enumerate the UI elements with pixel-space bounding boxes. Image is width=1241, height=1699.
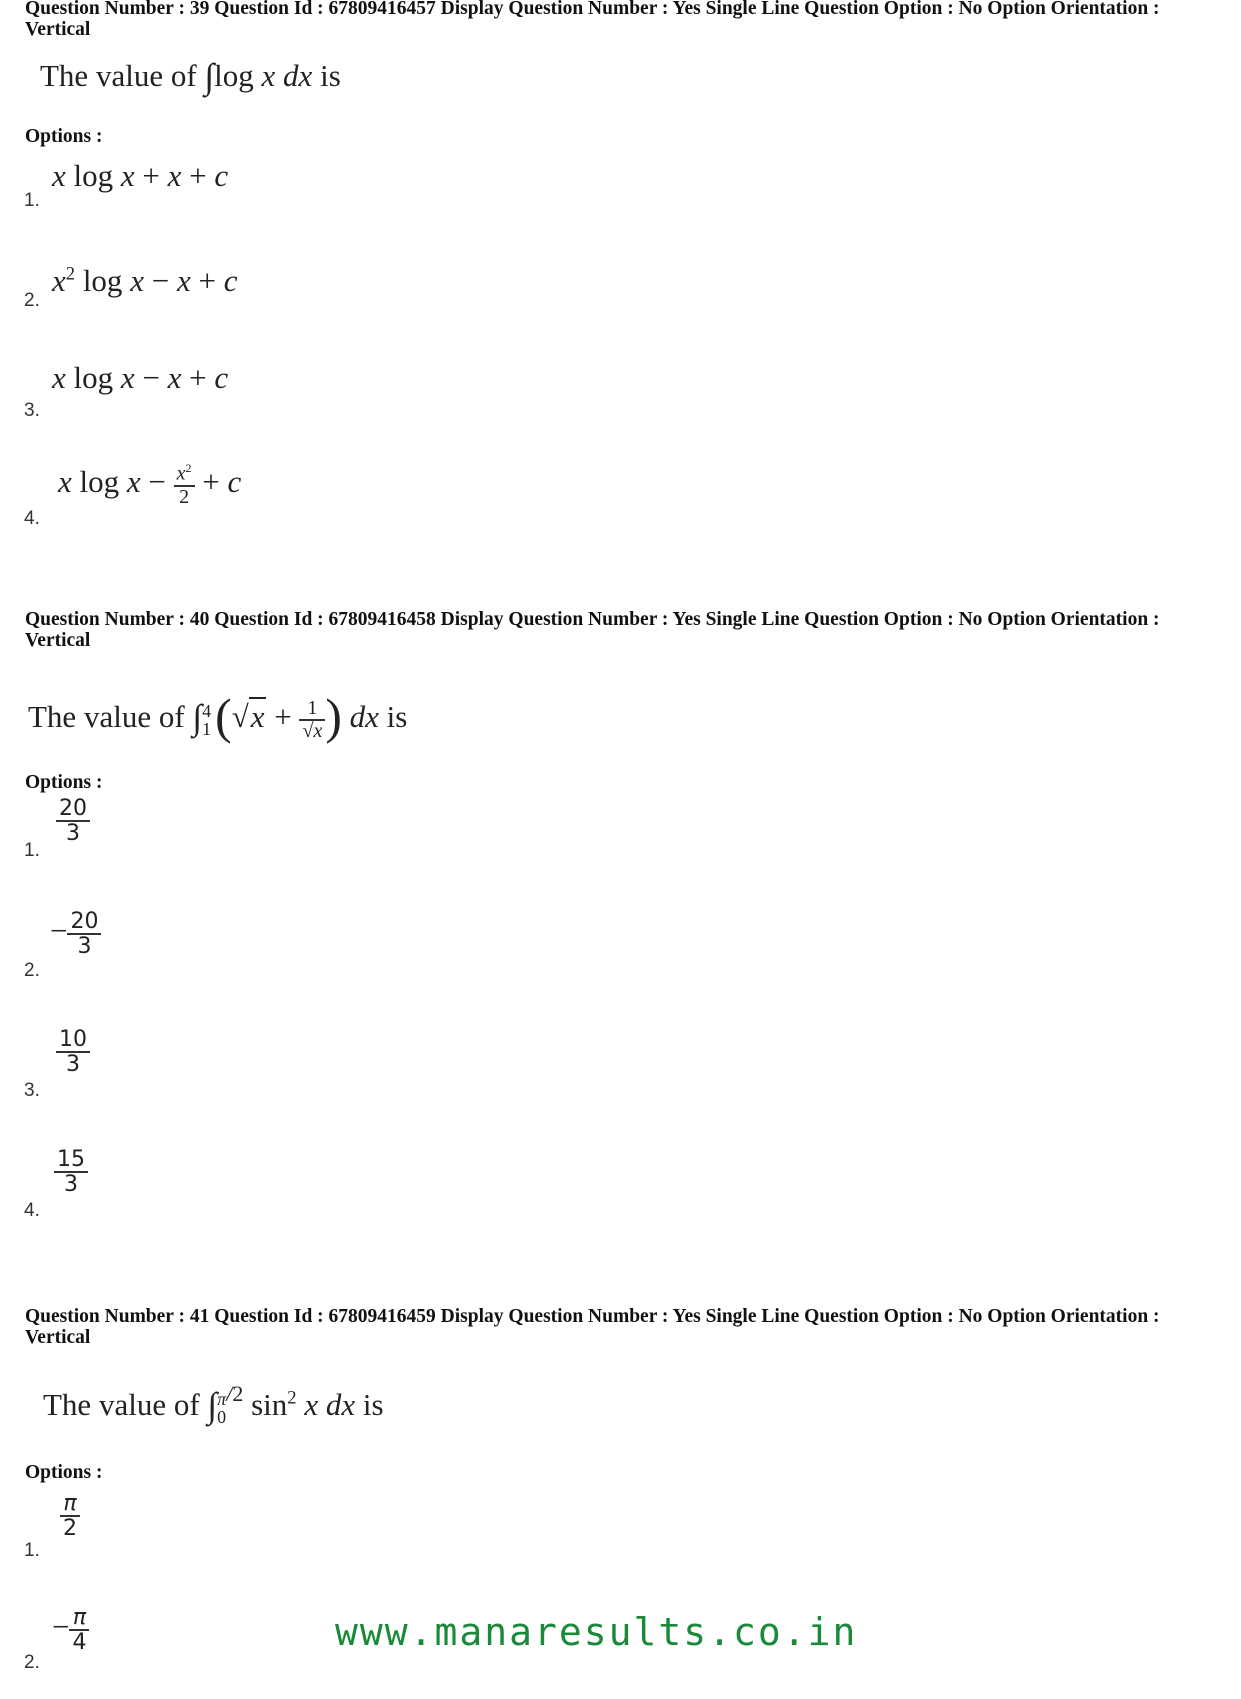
option-1-expression[interactable]: $\frac{\pi}{2}$ xyxy=(60,1492,80,1540)
options-label: Options : xyxy=(25,1462,103,1483)
option-1-expression[interactable]: x log x + x + c xyxy=(52,158,229,193)
question-text: The value of ∫ 4 1 (√x + $\frac{1}{√x}$ ) dx is xyxy=(28,689,408,744)
question-text: The value of ∫log x dx is xyxy=(40,56,341,96)
option-number: 2. xyxy=(24,1652,40,1673)
option-2-expression[interactable]: − $\frac{\pi}{4}$ xyxy=(52,1606,89,1654)
options-label: Options : xyxy=(25,126,103,147)
option-number: 1. xyxy=(24,190,40,211)
option-number: 2. xyxy=(24,290,40,311)
question-meta: Question Number : 40 Question Id : 67809416458 Display Question Number : Yes Single Line Question Option : No Option Orientation : Vertical xyxy=(25,609,1160,651)
options-label: Options : xyxy=(25,772,103,793)
option-4-expression[interactable]: x log x − $\frac{x^2}{2}$ + c xyxy=(58,461,242,508)
fraction: $\frac{x^2}{2}$ xyxy=(174,462,195,508)
option-number: 2. xyxy=(24,960,40,981)
option-number: 1. xyxy=(24,840,40,861)
question-meta: Question Number : 41 Question Id : 67809416459 Display Question Number : Yes Single Line Question Option : No Option Orientation : Vertical xyxy=(25,1306,1160,1348)
option-number: 4. xyxy=(24,508,40,529)
question-text: The value of ∫ π 0 $^{/2}$ $\sin^2 x$ dx is xyxy=(43,1381,384,1427)
option-number: 3. xyxy=(24,1080,40,1101)
option-2-expression[interactable]: − $\frac{20}{3}$ xyxy=(50,910,101,958)
option-2-expression[interactable]: $x^2$ log x − x + c xyxy=(52,263,238,298)
option-3-expression[interactable]: $\frac{10}{3}$ xyxy=(56,1028,90,1076)
option-number: 3. xyxy=(24,400,40,421)
option-1-expression[interactable]: $\frac{20}{3}$ xyxy=(56,797,90,845)
fraction: $\frac{1}{√x}$ xyxy=(299,698,325,742)
option-number: 4. xyxy=(24,1200,40,1221)
question-meta: Question Number : 39 Question Id : 67809416457 Display Question Number : Yes Single Line Question Option : No Option Orientation : Vertical xyxy=(25,0,1160,40)
option-3-expression[interactable]: x log x − x + c xyxy=(52,360,229,395)
option-4-expression[interactable]: $\frac{15}{3}$ xyxy=(54,1148,88,1196)
watermark-url: www.manaresults.co.in xyxy=(335,1610,858,1654)
option-number: 1. xyxy=(24,1540,40,1561)
